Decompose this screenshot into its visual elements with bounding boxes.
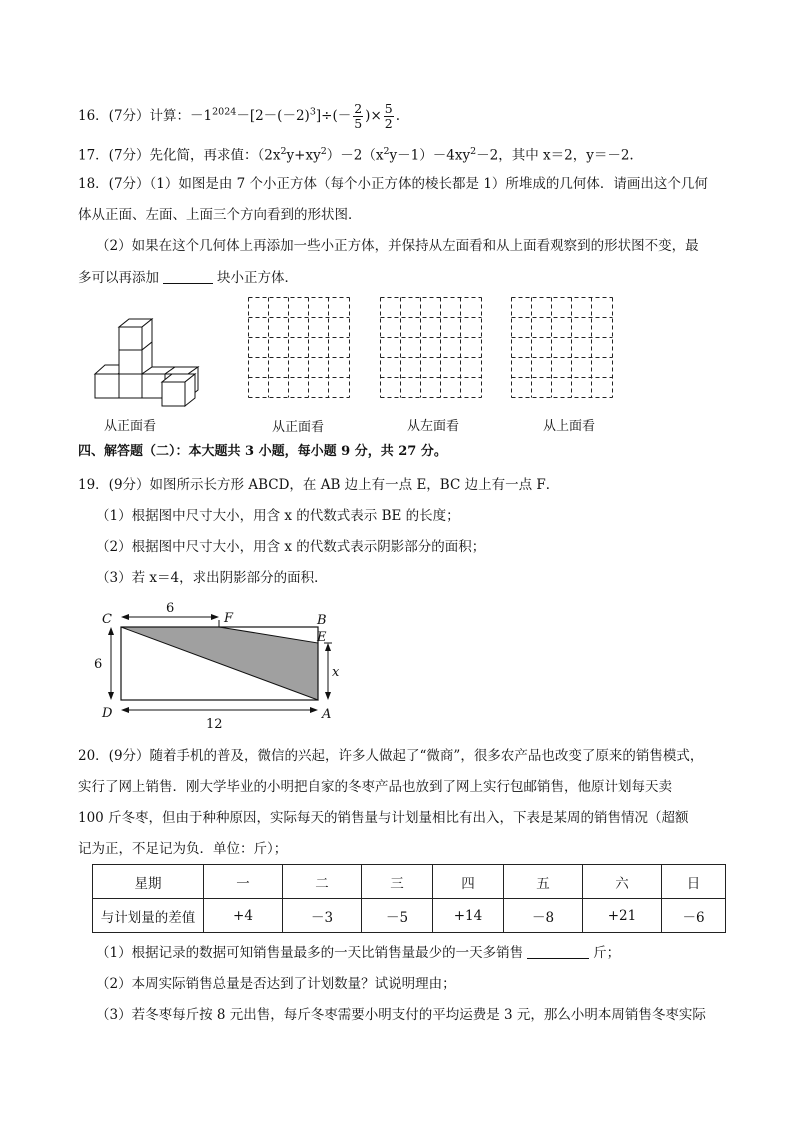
q16-exp-b: 3 bbox=[309, 106, 316, 118]
section-header: 四、解答题（二）：本大题共 3 小题，每小题 9 分，共 27 分。 bbox=[78, 444, 447, 459]
q18-line2: 体从正面、左面、上面三个方向看到的形状图． bbox=[78, 207, 362, 223]
rectangle-abcd-figure bbox=[96, 600, 356, 732]
q19-sub2: （2）根据图中尺寸大小，用含 x 的代数式表示阴影部分的面积； bbox=[96, 539, 486, 555]
q20-sub1-pre: （1）根据记录的数据可知销售量最多的一天比销售量最少的一天多销售 bbox=[96, 945, 524, 961]
table-cell: +21 bbox=[583, 899, 662, 933]
q19-line1: 19．(9分）如图所示长方形 ABCD，在 AB 边上有一点 E，BC 边上有一点 F． bbox=[78, 477, 560, 493]
q16-expr-e: . bbox=[395, 108, 401, 124]
q18-line4 bbox=[78, 268, 298, 288]
q17-text1: 17．(7分）先化简，再求值：（2x bbox=[78, 147, 281, 164]
dim-bottom-12: 12 bbox=[206, 717, 223, 732]
table-row bbox=[93, 899, 726, 933]
sales-table bbox=[92, 864, 726, 933]
label-D: D bbox=[102, 706, 113, 721]
table-cell: －8 bbox=[504, 899, 583, 933]
table-cell: －6 bbox=[662, 899, 726, 933]
table-cell: 一 bbox=[204, 865, 283, 899]
q18-line4-post: 块小正方体． bbox=[217, 270, 298, 286]
q17-text5: －2，其中 x＝2，y＝－2. bbox=[476, 147, 634, 164]
table-cell: 五 bbox=[504, 865, 583, 899]
q17-sup4: 2 bbox=[470, 146, 477, 157]
answer-blank[interactable] bbox=[527, 946, 589, 959]
q19-sub3: （3）若 x＝4，求出阴影部分的面积． bbox=[96, 570, 328, 586]
answer-blank[interactable] bbox=[163, 271, 213, 284]
q16-f2-den: 2 bbox=[384, 116, 393, 131]
q16-expr-d: )× bbox=[365, 108, 382, 124]
table-cell: 四 bbox=[433, 865, 504, 899]
q16-fraction-1 bbox=[353, 102, 363, 131]
q16-f1-num: 2 bbox=[354, 101, 363, 116]
q20-line2: 实行了网上销售．刚大学毕业的小明把自家的冬枣产品也放到了网上实行包邮销售，他原计划每天卖 bbox=[78, 779, 672, 795]
dim-left-6: 6 bbox=[94, 657, 103, 672]
q16-head: 16．(7分）计算： bbox=[78, 108, 191, 124]
label-B: B bbox=[317, 613, 327, 628]
q17-sup2: 2 bbox=[320, 146, 327, 157]
table-cell: 二 bbox=[283, 865, 362, 899]
q20-sub1 bbox=[96, 943, 620, 963]
front-view-grid[interactable] bbox=[248, 297, 350, 398]
label-E: E bbox=[317, 630, 327, 645]
caption-top: 从上面看 bbox=[543, 419, 596, 434]
label-A: A bbox=[322, 707, 332, 722]
q17-sup3: 2 bbox=[383, 146, 390, 157]
q18-line1: 18．(7分）（1）如图是由 7 个小正方体（每个小正方体的棱长都是 1）所堆成的几何体．请画出这个几何 bbox=[78, 176, 708, 192]
q18-line3: （2）如果在这个几何体上再添加一些小正方体，并保持从左面看和从上面看观察到的形状图不变，最 bbox=[96, 238, 699, 254]
q17-text2: y+xy bbox=[286, 147, 321, 164]
q17-sup1: 2 bbox=[280, 146, 287, 157]
dim-top-6: 6 bbox=[166, 601, 175, 616]
q16-f1-den: 5 bbox=[354, 116, 363, 131]
left-view-grid[interactable] bbox=[380, 297, 482, 398]
table-cell: +4 bbox=[204, 899, 283, 933]
q20-sub1-post: 斤； bbox=[593, 945, 621, 961]
q20-sub3: （3）若冬枣每斤按 8 元出售，每斤冬枣需要小明支付的平均运费是 3 元，那么小明本周销售冬枣实际 bbox=[96, 1007, 706, 1023]
table-cell: 星期 bbox=[93, 865, 204, 899]
q16-line bbox=[78, 102, 400, 131]
table-cell: +14 bbox=[433, 899, 504, 933]
table-cell: －5 bbox=[362, 899, 433, 933]
caption-solid: 从正面看 bbox=[104, 419, 157, 434]
q19-sub1: （1）根据图中尺寸大小，用含 x 的代数式表示 BE 的长度； bbox=[96, 508, 460, 524]
caption-left: 从左面看 bbox=[407, 419, 460, 434]
q20-sub2: （2）本周实际销售总量是否达到了计划数量？试说明理由； bbox=[96, 976, 456, 992]
table-cell: 六 bbox=[583, 865, 662, 899]
caption-front: 从正面看 bbox=[272, 420, 325, 435]
q16-f2-num: 5 bbox=[384, 101, 393, 116]
q16-expr-b: －[2－(－2) bbox=[236, 108, 310, 124]
table-header-row bbox=[93, 865, 726, 899]
table-cell: －3 bbox=[283, 899, 362, 933]
q18-line4-pre: 多可以再添加 bbox=[78, 270, 159, 286]
dim-x: x bbox=[332, 665, 340, 680]
label-C: C bbox=[102, 612, 112, 627]
q17-line bbox=[78, 142, 634, 166]
q20-line3: 100 斤冬枣，但由于种种原因，实际每天的销售量与计划量相比有出入，下表是某周的销售情况（超额 bbox=[78, 810, 689, 826]
label-F: F bbox=[224, 611, 234, 626]
table-cell: 与计划量的差值 bbox=[93, 899, 204, 933]
top-view-grid[interactable] bbox=[511, 297, 613, 398]
q16-expr-a: －1 bbox=[190, 108, 213, 124]
q17-text3: ）－2（x bbox=[326, 147, 384, 164]
q16-fraction-2 bbox=[384, 102, 394, 131]
q20-line4: 记为正，不足记为负．单位：斤）； bbox=[78, 841, 288, 857]
q16-exp-a: 2024 bbox=[212, 106, 237, 118]
stacked-cubes-figure bbox=[90, 312, 215, 412]
q20-line1: 20．(9分）随着手机的普及，微信的兴起，许多人做起了“微商”，很多农产品也改变了原来的销售模式， bbox=[78, 748, 704, 764]
table-cell: 日 bbox=[662, 865, 726, 899]
q17-text4: y－1）－4xy bbox=[389, 147, 471, 164]
table-cell: 三 bbox=[362, 865, 433, 899]
q16-expr-c: ]÷(－ bbox=[315, 108, 352, 124]
